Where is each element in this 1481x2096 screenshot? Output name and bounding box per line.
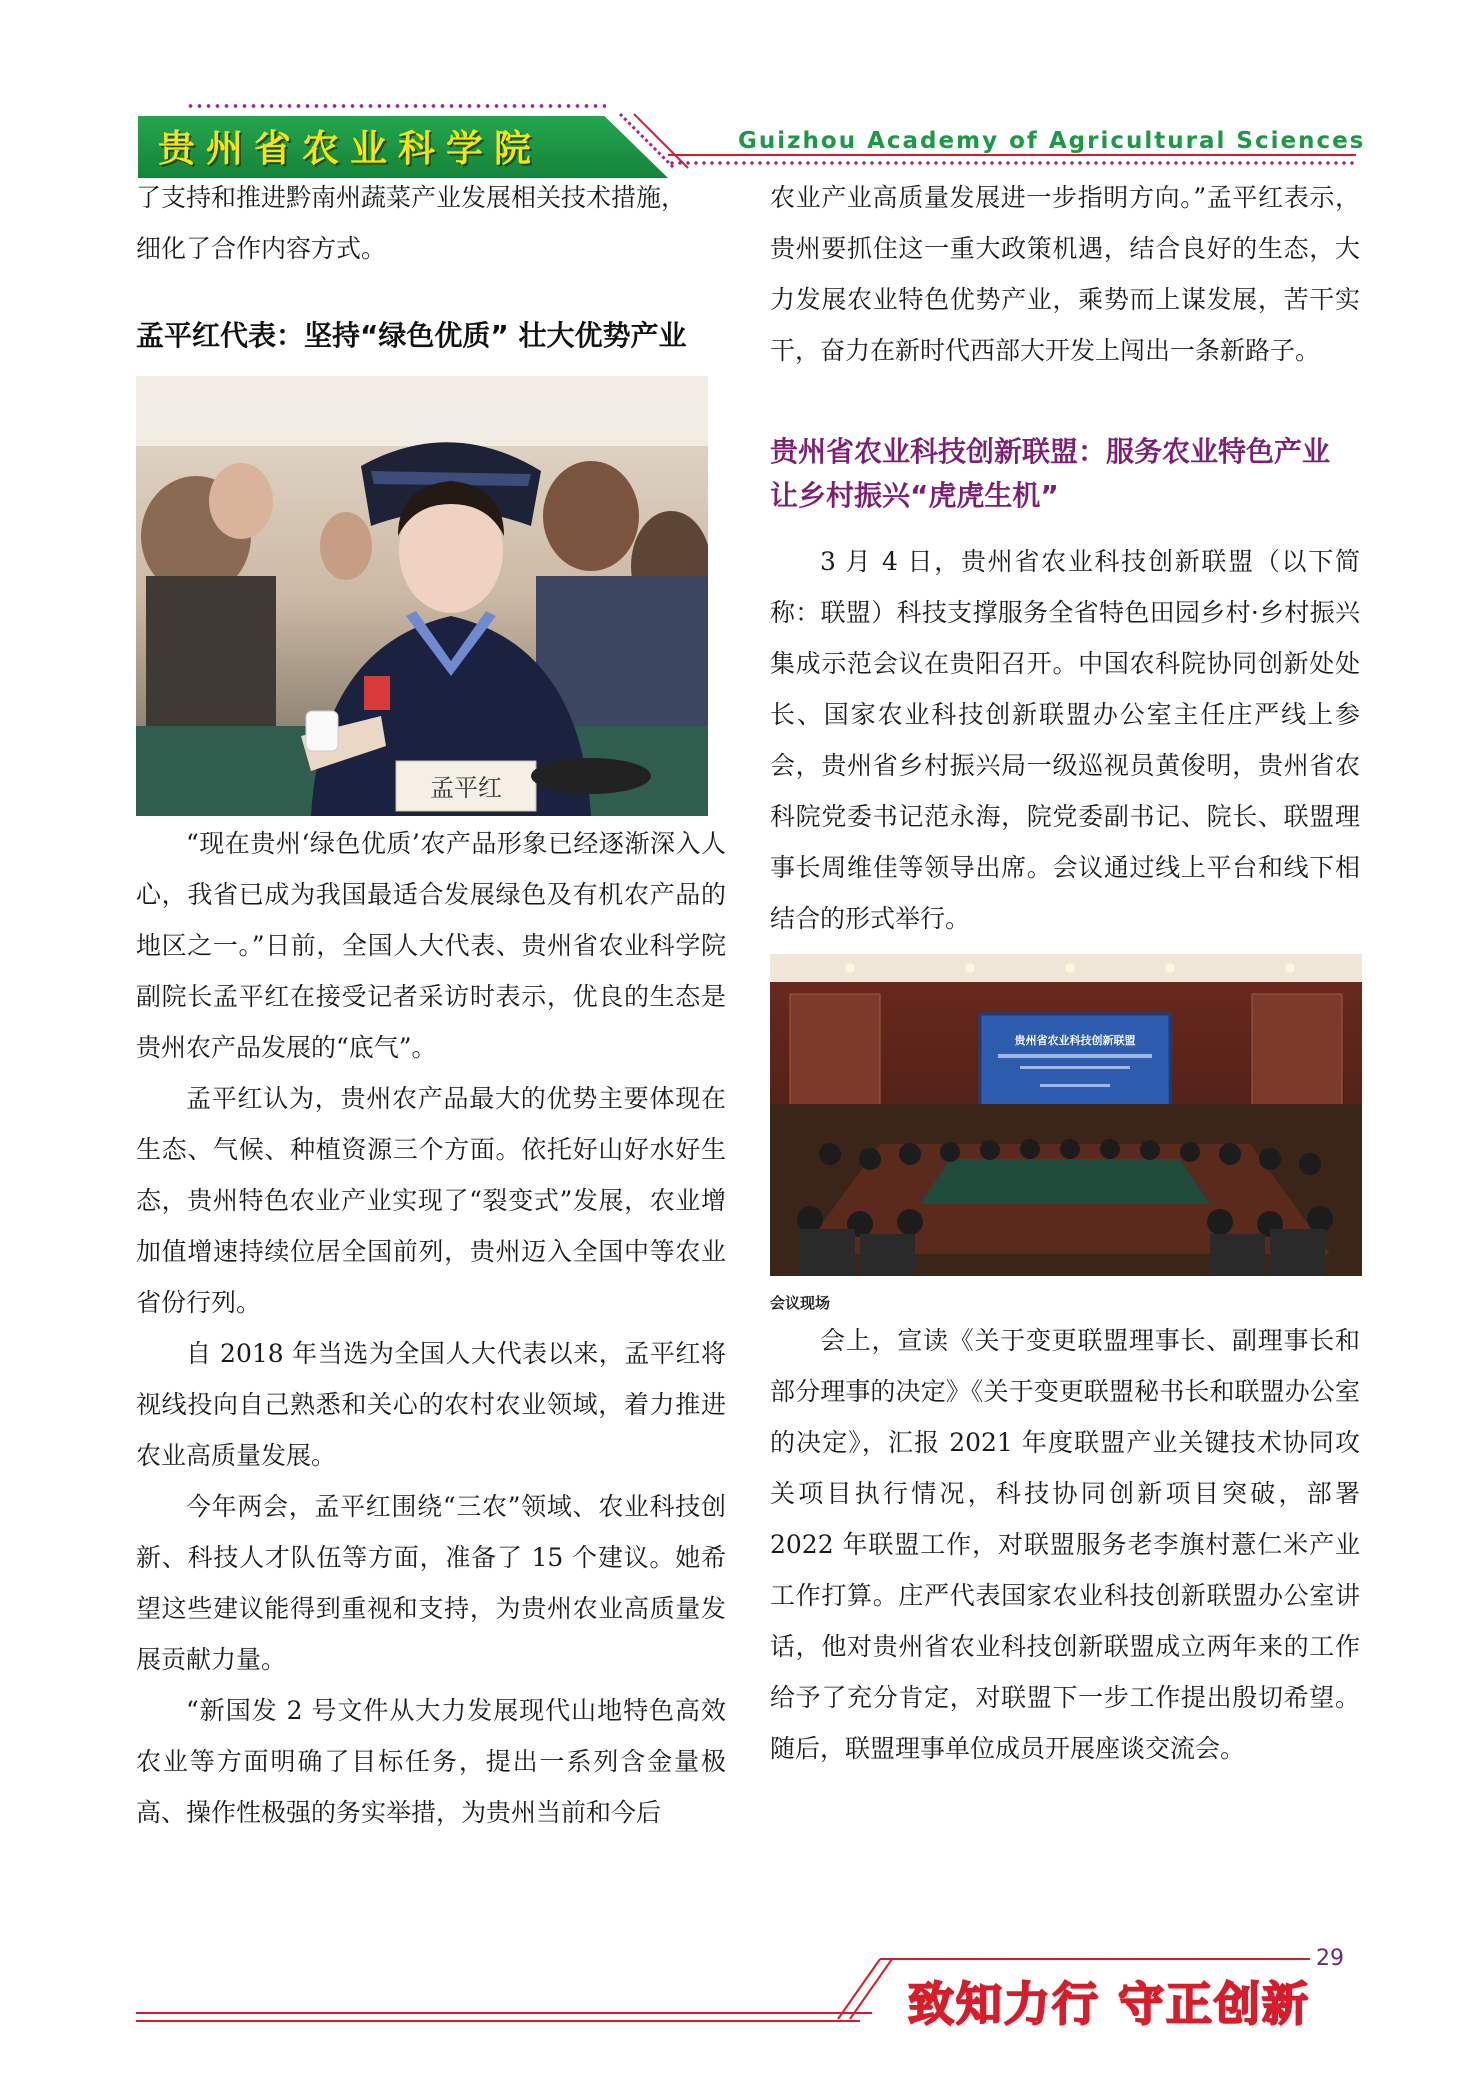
meeting-photo-caption: 会议现场 bbox=[770, 1294, 831, 1312]
right-section-heading: 贵州省农业科技创新联盟：服务农业特色产业 让乡村振兴“虎虎生机” bbox=[770, 435, 1331, 512]
footer-slash-decoration bbox=[830, 1955, 900, 2025]
left-section-heading: 孟平红代表：坚持“绿色优质” 壮大优势产业 bbox=[136, 319, 687, 352]
header-dot-line-top bbox=[186, 102, 606, 110]
right-paragraph-1: 3 月 4 日，贵州省农业科技创新联盟（以下简称：联盟）科技支撑服务全省特色田园乡村·乡村振兴集成示范会议在贵阳召开。中国农科院协同创新处处长、国家农业科技创新联盟办公室主任庄严线上参会，贵州省乡村振兴局一级巡视员黄俊明，贵州省农科院党委书记范永海，院党委副书记、院长、联盟理事长周维佳等领导出席。会议通过线上平台和线下相结合的形式举行。 bbox=[770, 547, 1360, 933]
header-dot-line bbox=[668, 160, 1356, 166]
left-paragraph-2: 孟平红认为，贵州农产品最大的优势主要体现在生态、气候、种植资源三个方面。依托好山好水好生态，贵州特色农业产业实现了“裂变式”发展，农业增加值增速持续位居全国前列，贵州迈入全国中等农业省份行列。 bbox=[136, 1084, 726, 1317]
right-paragraph-2: 会上，宣读《关于变更联盟理事长、副理事长和部分理事的决定》《关于变更联盟秘书长和联盟办公室的决定》，汇报 2021 年度联盟产业关键技术协同攻关项目执行情况，科技协同创新项目突破，部署 2022 年联盟工作，对联盟服务老李旗村薏仁米产业工作打算。庄严代表国家农业科技创新联盟办公室讲话，他对贵州省农业科技创新联盟成立两年来的工作给予了充分肯定，对联盟下一步工作提出殷切希望。随后，联盟理事单位成员开展座谈交流会。 bbox=[770, 1326, 1360, 1763]
header-title-en: Guizhou Academy of Agricultural Sciences bbox=[738, 128, 1366, 154]
screen-title: 贵州省农业科技创新联盟 bbox=[1014, 1034, 1136, 1047]
header-title-cn: 贵州省农业科学院 bbox=[158, 127, 542, 170]
footer-red-line-1 bbox=[136, 2012, 872, 2014]
header-red-line bbox=[668, 154, 1356, 156]
photo-nameplate: 孟平红 bbox=[430, 774, 502, 802]
intro-line-2: 细化了合作内容方式。 bbox=[136, 234, 387, 263]
footer-top-red-line bbox=[880, 1958, 1310, 1960]
left-paragraph-5: “新国发 2 号文件从大力发展现代山地特色高效农业等方面明确了目标任务，提出一系列含金量极高、操作性极强的务实举措，为贵州当前和今后 bbox=[136, 1696, 726, 1827]
right-column bbox=[770, 172, 1360, 1774]
right-continuation-paragraph: 农业产业高质量发展进一步指明方向。”孟平红表示，贵州要抓住这一重大政策机遇，结合良好的生态，大力发展农业特色优势产业，乘势而上谋发展，苦干实干，奋力在新时代西部大开发上闯出一条新路子。 bbox=[770, 183, 1360, 365]
intro-line-1: 了支持和推进黔南州蔬菜产业发展相关技术措施， bbox=[136, 183, 687, 212]
left-paragraph-3: 自 2018 年当选为全国人大代表以来，孟平红将视线投向自己熟悉和关心的农村农业领域，着力推进农业高质量发展。 bbox=[136, 1339, 726, 1470]
footer-red-line-2 bbox=[136, 2020, 860, 2022]
left-paragraph-4: 今年两会，孟平红围绕“三农”领域、农业科技创新、科技人才队伍等方面，准备了 15 个建议。她希望这些建议能得到重视和支持，为贵州农业高质量发展贡献力量。 bbox=[136, 1492, 726, 1674]
meeting-photo bbox=[770, 954, 1362, 1276]
left-column bbox=[136, 172, 726, 1838]
left-paragraph-1: “现在贵州‘绿色优质’农产品形象已经逐渐深入人心，我省已成为我国最适合发展绿色及有机农产品的地区之一。”日前，全国人大代表、贵州省农业科学院副院长孟平红在接受记者采访时表示，优良的生态是贵州农产品发展的“底气”。 bbox=[136, 829, 726, 1062]
page-number: 29 bbox=[1316, 1946, 1344, 1971]
representative-photo bbox=[136, 376, 708, 816]
footer-motto: 致知力行 守正创新 bbox=[908, 1977, 1311, 2031]
